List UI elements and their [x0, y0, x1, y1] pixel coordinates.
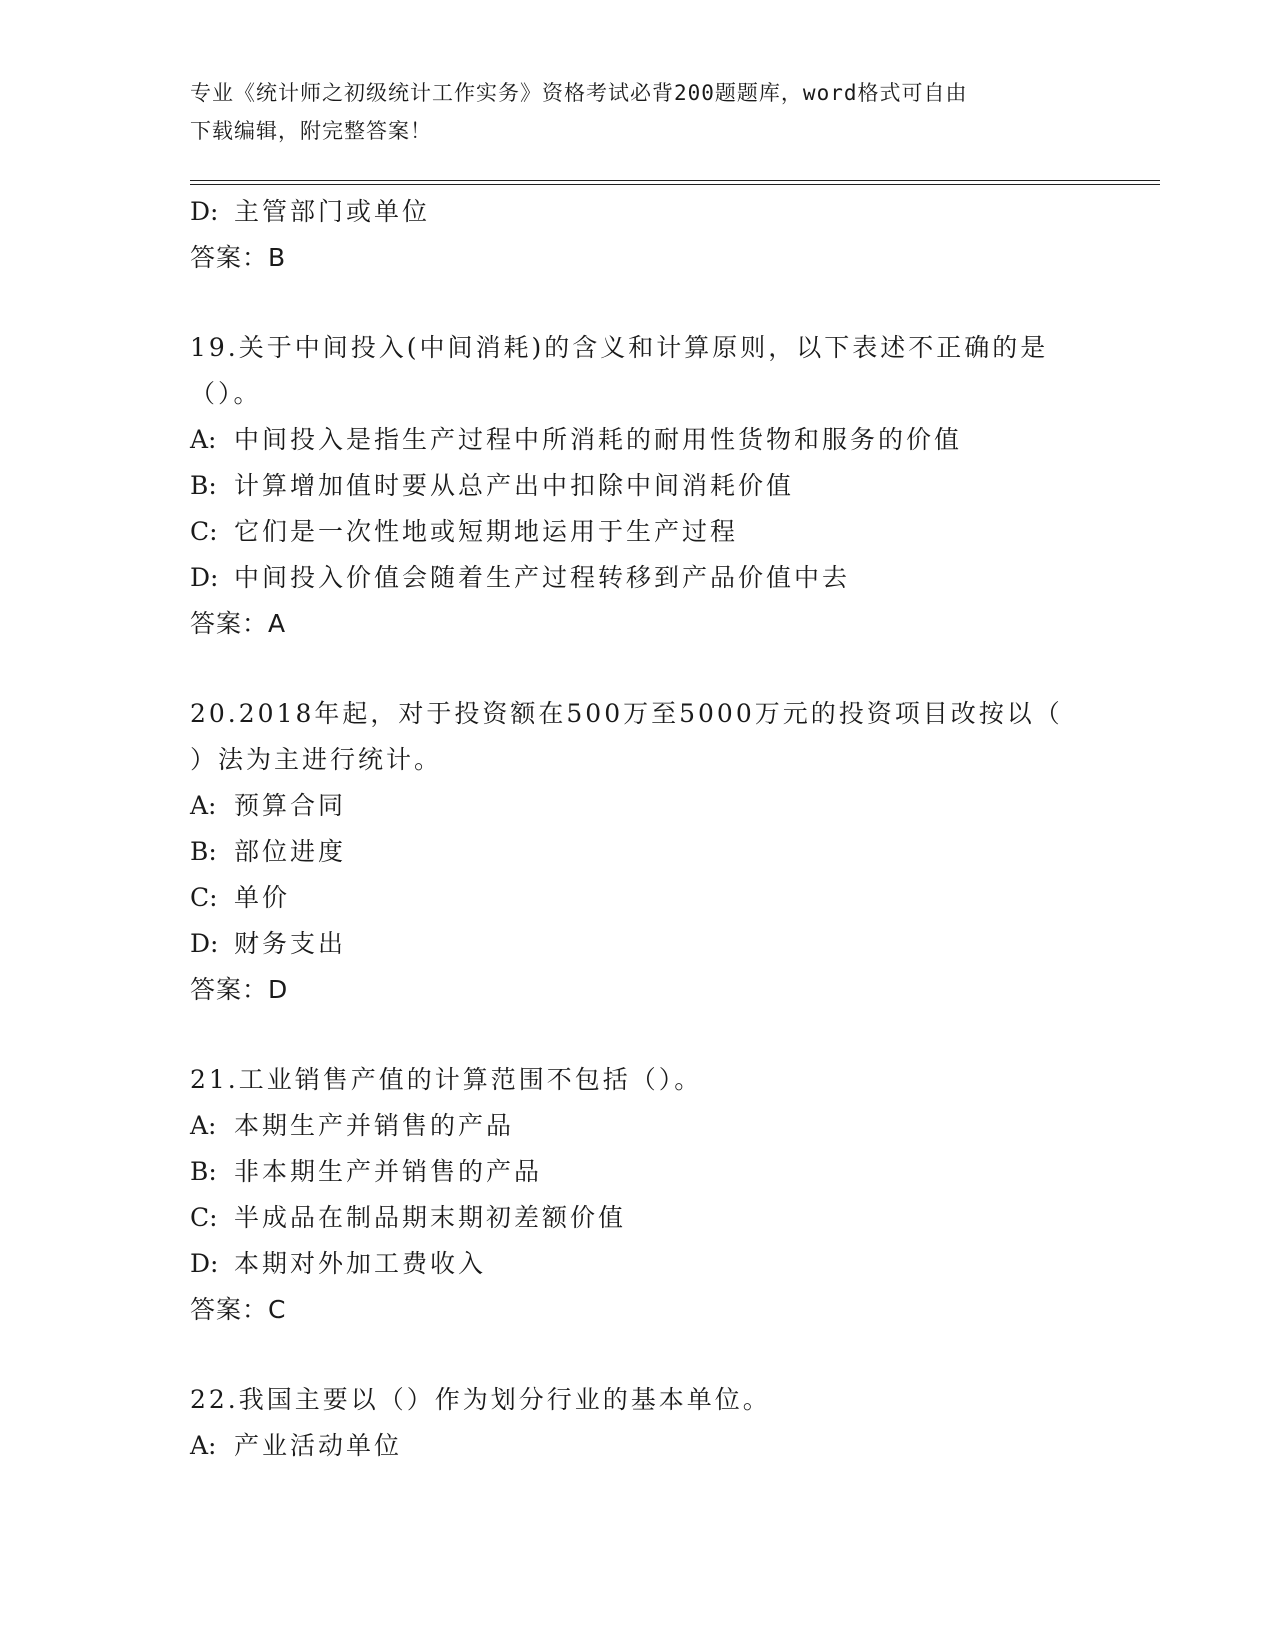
spacer — [190, 647, 1090, 691]
question-stem: 20.2018年起，对于投资额在500万至5000万元的投资项目改按以（ — [190, 699, 1063, 728]
answer-line: 答案：C — [190, 1295, 287, 1324]
option-item — [190, 417, 1090, 463]
option-item — [190, 1241, 1090, 1287]
option-letter: A: — [190, 425, 217, 454]
option-letter: C: — [190, 1203, 218, 1232]
header-line-2: 下载编辑，附完整答案！ — [190, 119, 432, 143]
answer-line: 答案：D — [190, 975, 289, 1004]
option-item — [190, 829, 1090, 875]
option-text: 中间投入是指生产过程中所消耗的耐用性货物和服务的价值 — [234, 425, 963, 454]
header-rule-bottom — [190, 184, 1160, 185]
option-item — [190, 1149, 1090, 1195]
option-item — [190, 921, 1090, 967]
page-header — [190, 74, 1090, 150]
spacer — [190, 1013, 1090, 1057]
option-letter: D: — [190, 197, 219, 226]
option-item — [190, 783, 1090, 829]
option-text: 中间投入价值会随着生产过程转移到产品价值中去 — [234, 563, 851, 592]
option-text: 部位进度 — [234, 837, 347, 866]
answer-line: 答案：B — [190, 243, 287, 272]
option-letter: A: — [190, 791, 217, 820]
option-letter: A: — [190, 1431, 217, 1460]
option-text: 预算合同 — [234, 791, 347, 820]
option-text: 产业活动单位 — [234, 1431, 403, 1460]
option-text: 它们是一次性地或短期地运用于生产过程 — [234, 517, 739, 546]
option-letter: D: — [190, 929, 219, 958]
header-rule-top — [190, 180, 1160, 181]
option-text: 财务支出 — [234, 929, 347, 958]
question-content — [190, 189, 1090, 1469]
option-letter: D: — [190, 1249, 219, 1278]
option-text: 半成品在制品期末期初差额价值 — [234, 1203, 627, 1232]
option-item — [190, 509, 1090, 555]
option-text: 主管部门或单位 — [234, 197, 431, 226]
option-item — [190, 555, 1090, 601]
option-item — [190, 189, 1090, 235]
question-stem-continued: ）法为主进行统计。 — [190, 745, 443, 774]
option-letter: C: — [190, 517, 218, 546]
option-letter: B: — [190, 471, 217, 500]
answer-line: 答案：A — [190, 609, 287, 638]
spacer — [190, 1333, 1090, 1377]
option-letter: C: — [190, 883, 218, 912]
option-text: 本期对外加工费收入 — [234, 1249, 487, 1278]
option-item — [190, 875, 1090, 921]
option-text: 本期生产并销售的产品 — [234, 1111, 515, 1140]
option-letter: B: — [190, 1157, 217, 1186]
question-stem: 21.工业销售产值的计算范围不包括（）。 — [190, 1065, 703, 1094]
option-text: 单价 — [234, 883, 291, 912]
option-text: 计算增加值时要从总产出中扣除中间消耗价值 — [234, 471, 795, 500]
option-item — [190, 463, 1090, 509]
question-stem: 22.我国主要以（）作为划分行业的基本单位。 — [190, 1385, 771, 1414]
option-letter: D: — [190, 563, 219, 592]
option-item — [190, 1195, 1090, 1241]
spacer — [190, 281, 1090, 325]
question-stem: 19.关于中间投入(中间消耗)的含义和计算原则，以下表述不正确的是 — [190, 333, 1049, 362]
option-letter: A: — [190, 1111, 217, 1140]
option-item — [190, 1103, 1090, 1149]
option-text: 非本期生产并销售的产品 — [234, 1157, 543, 1186]
question-stem-continued: （）。 — [190, 379, 262, 408]
header-line-1: 专业《统计师之初级统计工作实务》资格考试必背200题题库，word格式可自由 — [190, 81, 968, 105]
option-item — [190, 1423, 1090, 1469]
option-letter: B: — [190, 837, 217, 866]
